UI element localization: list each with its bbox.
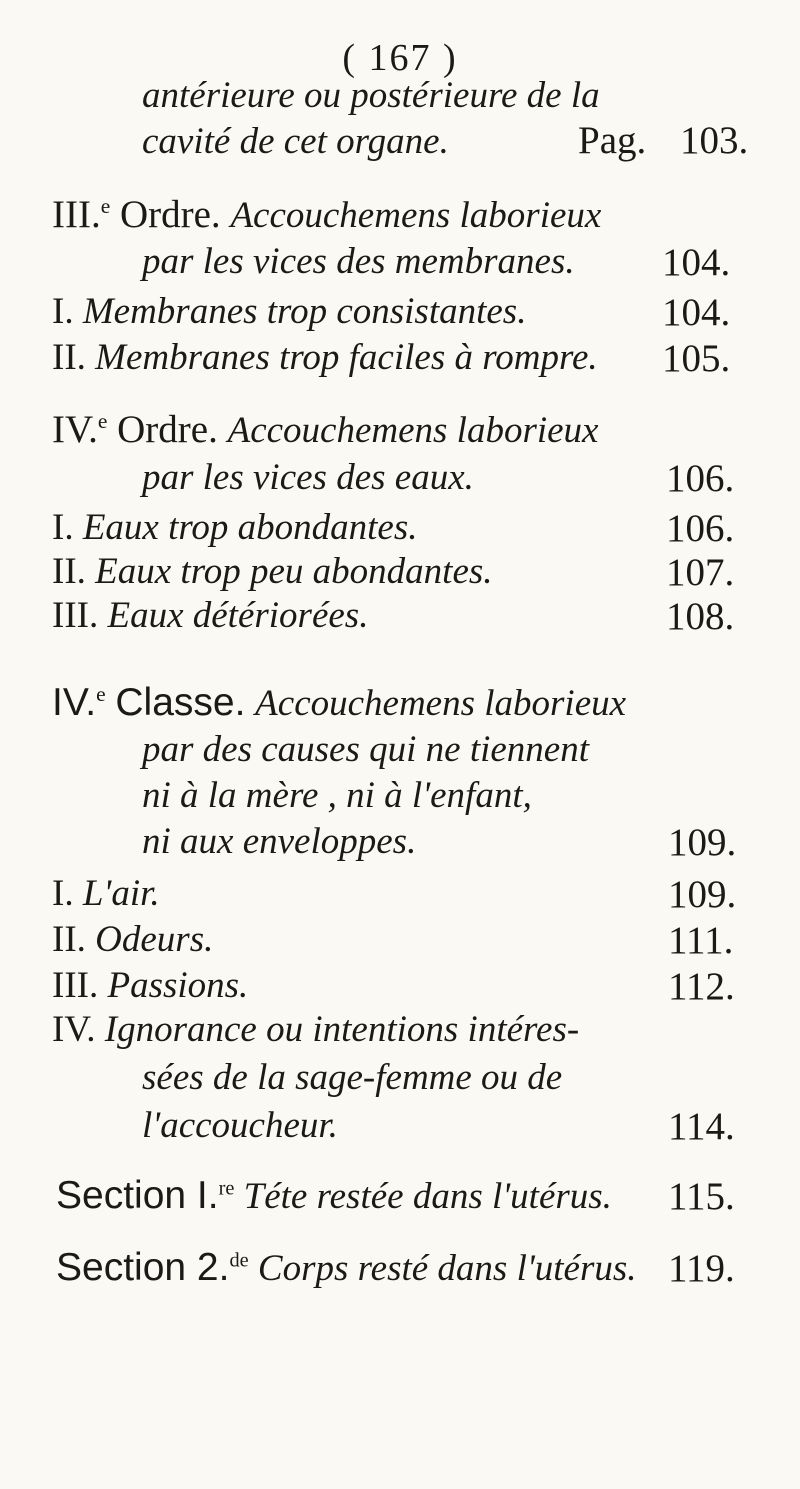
entry-text-line: par des causes qui ne tiennent bbox=[142, 729, 589, 770]
entry-title: Accouchemens laborieux bbox=[230, 195, 602, 236]
entry-text-line: ni à la mère , ni à l'enfant, bbox=[142, 775, 532, 816]
entry-title: L'air. bbox=[82, 873, 160, 914]
entry-prefix: II. bbox=[52, 551, 86, 592]
entry-prefix: Section I. bbox=[56, 1174, 219, 1217]
entry-line bbox=[52, 336, 598, 379]
entry-prefix-sup: e bbox=[100, 194, 111, 218]
page-number: 103. bbox=[680, 119, 749, 162]
page-number: 104. bbox=[662, 241, 731, 284]
page-number: 119. bbox=[668, 1247, 735, 1290]
entry-heading bbox=[52, 192, 601, 237]
pag-label: Pag. bbox=[578, 119, 647, 162]
entry-word: Classe. bbox=[115, 681, 246, 724]
entry-title: Téte restée dans l'utérus. bbox=[243, 1176, 612, 1217]
page-header: ( 167 ) bbox=[342, 37, 458, 79]
entry-prefix: I. bbox=[52, 291, 74, 332]
entry-title: Eaux trop abondantes. bbox=[82, 507, 418, 548]
entry-title: Odeurs. bbox=[95, 919, 214, 960]
entry-text-line: ni aux enveloppes. bbox=[142, 821, 417, 862]
page-number: 107. bbox=[666, 551, 735, 594]
entry-line bbox=[56, 1246, 637, 1290]
entry-title: Eaux trop peu abondantes. bbox=[95, 551, 493, 592]
page-number: 104. bbox=[662, 291, 731, 334]
entry-title: Membranes trop consistantes. bbox=[82, 291, 527, 332]
entry-prefix: I. bbox=[52, 873, 74, 914]
entry-prefix: IV. bbox=[52, 408, 98, 451]
page-number: 106. bbox=[666, 457, 735, 500]
entry-heading bbox=[52, 680, 626, 725]
entry-title: Eaux détériorées. bbox=[107, 595, 369, 636]
page-number: 111. bbox=[668, 919, 734, 962]
entry-title: Corps resté dans l'utérus. bbox=[257, 1248, 637, 1289]
entry-prefix-sup: e bbox=[96, 682, 106, 706]
page-number: 108. bbox=[666, 595, 735, 638]
entry-prefix: II. bbox=[52, 919, 86, 960]
entry-prefix-sup: re bbox=[218, 1177, 235, 1200]
entry-word: Ordre. bbox=[117, 408, 218, 451]
entry-prefix: IV. bbox=[52, 1009, 96, 1050]
entry-line bbox=[52, 506, 418, 549]
entry-title: Accouchemens laborieux bbox=[255, 683, 627, 724]
entry-text-line: sées de la sage-femme ou de bbox=[142, 1057, 563, 1098]
entry-line bbox=[52, 872, 160, 915]
page-number: 106. bbox=[666, 507, 735, 550]
entry-title: Passions. bbox=[107, 965, 249, 1006]
entry-line bbox=[56, 1174, 612, 1218]
entry-prefix: III. bbox=[52, 965, 99, 1006]
entry-line bbox=[52, 290, 526, 333]
page-number: 114. bbox=[668, 1105, 735, 1148]
page-number: 105. bbox=[662, 337, 731, 380]
page-number: 109. bbox=[668, 873, 737, 916]
entry-line bbox=[52, 550, 493, 593]
entry-line bbox=[52, 1008, 579, 1051]
entry-line bbox=[52, 964, 248, 1007]
entry-prefix: II. bbox=[52, 337, 86, 378]
entry-heading bbox=[52, 407, 598, 452]
entry-word: Ordre. bbox=[119, 193, 221, 236]
page-number: 109. bbox=[668, 821, 737, 864]
entry-title: Ignorance ou intentions intéres- bbox=[104, 1009, 580, 1050]
entry-title: Accouchemens laborieux bbox=[227, 410, 599, 451]
entry-prefix: III. bbox=[52, 595, 99, 636]
entry-text-line: antérieure ou postérieure de la bbox=[142, 75, 600, 116]
entry-line bbox=[52, 918, 213, 961]
entry-text-line: cavité de cet organe. bbox=[142, 121, 449, 162]
entry-prefix: Section 2. bbox=[56, 1246, 230, 1289]
entry-text-line: l'accoucheur. bbox=[142, 1105, 338, 1146]
entry-title: Membranes trop faciles à rompre. bbox=[95, 337, 598, 378]
entry-prefix-sup: e bbox=[97, 409, 108, 433]
entry-text-line: par les vices des membranes. bbox=[142, 241, 575, 282]
entry-prefix: IV. bbox=[52, 681, 97, 724]
page-number: 112. bbox=[668, 965, 735, 1008]
page-number: 115. bbox=[668, 1175, 735, 1218]
entry-line bbox=[52, 594, 368, 637]
entry-prefix: I. bbox=[52, 507, 74, 548]
entry-prefix-sup: de bbox=[229, 1249, 249, 1272]
entry-prefix: III. bbox=[52, 193, 101, 236]
entry-text-line: par les vices des eaux. bbox=[142, 457, 474, 498]
